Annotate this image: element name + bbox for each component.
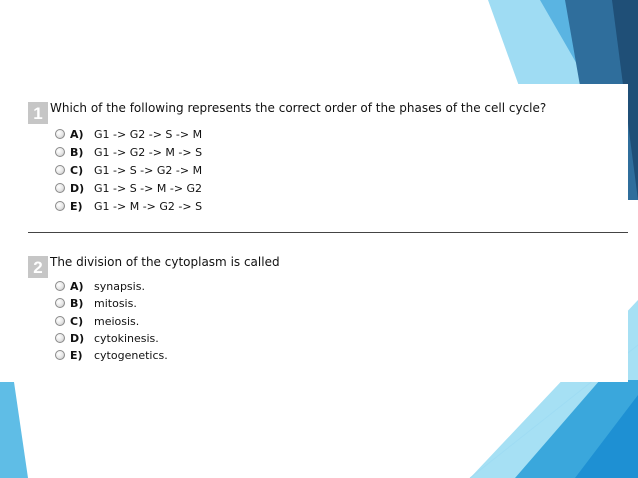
option-letter: C): [70, 314, 84, 328]
question-text: Which of the following represents the correct order of the phases of the cell cycle?: [50, 101, 547, 115]
answer-option-q1-e[interactable]: [55, 199, 202, 213]
radio-button-icon[interactable]: [55, 165, 65, 175]
option-letter: C): [70, 163, 84, 177]
decor-shape-bottom-left: [0, 382, 28, 478]
option-text: G1 -> M -> G2 -> S: [94, 199, 203, 213]
option-text: mitosis.: [94, 296, 137, 310]
option-text: cytogenetics.: [94, 348, 168, 362]
option-letter: B): [70, 145, 84, 159]
option-text: synapsis.: [94, 279, 145, 293]
answer-option-q1-b[interactable]: [55, 145, 202, 159]
option-text: G1 -> S -> G2 -> M: [94, 163, 203, 177]
radio-button-icon[interactable]: [55, 333, 65, 343]
question-text: The division of the cytoplasm is called: [50, 255, 280, 269]
option-text: meiosis.: [94, 314, 140, 328]
option-letter: D): [70, 181, 85, 195]
question-divider: [28, 232, 628, 233]
answer-option-q2-d[interactable]: [55, 331, 159, 345]
option-text: G1 -> S -> M -> G2: [94, 181, 203, 195]
option-letter: E): [70, 199, 83, 213]
option-text: cytokinesis.: [94, 331, 159, 345]
question-number-badge: 2: [28, 256, 48, 278]
answer-option-q1-c[interactable]: [55, 163, 202, 177]
radio-button-icon[interactable]: [55, 281, 65, 291]
quiz-panel: [28, 84, 628, 382]
radio-button-icon[interactable]: [55, 350, 65, 360]
radio-button-icon[interactable]: [55, 147, 65, 157]
radio-button-icon[interactable]: [55, 201, 65, 211]
answer-option-q1-a[interactable]: [55, 127, 202, 141]
answer-option-q2-a[interactable]: [55, 279, 145, 293]
answer-option-q1-d[interactable]: [55, 181, 202, 195]
radio-button-icon[interactable]: [55, 316, 65, 326]
question-number-badge: 1: [28, 102, 48, 124]
option-letter: A): [70, 279, 84, 293]
option-letter: E): [70, 348, 83, 362]
radio-button-icon[interactable]: [55, 298, 65, 308]
option-letter: B): [70, 296, 84, 310]
option-letter: A): [70, 127, 84, 141]
option-letter: D): [70, 331, 85, 345]
option-text: G1 -> G2 -> M -> S: [94, 145, 203, 159]
answer-option-q2-b[interactable]: [55, 296, 137, 310]
radio-button-icon[interactable]: [55, 183, 65, 193]
answer-option-q2-e[interactable]: [55, 348, 168, 362]
option-text: G1 -> G2 -> S -> M: [94, 127, 203, 141]
radio-button-icon[interactable]: [55, 129, 65, 139]
answer-option-q2-c[interactable]: [55, 314, 139, 328]
